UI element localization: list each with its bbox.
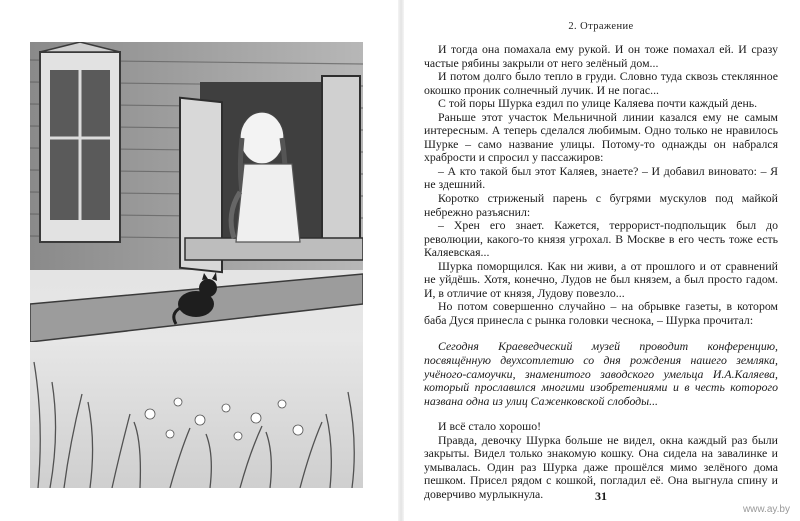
paragraph: Шурка поморщился. Как ни живи, а от прошлого и от сравнений не уйдёшь. Хотя, конечно, Лудов не был князем, а был просто гадом. И, в отличие от князя, Лудову повезло...: [424, 258, 778, 300]
paragraph: Но потом совершенно случайно – на обрывке газеты, в котором баба Дуся принесла с рынка головки чеснока, – Шурка прочитал:: [424, 299, 778, 327]
paragraph: Правда, девочку Шурка больше не видел, окна каждый раз были закрыты. Видел только знакомую кошку. Она сидела на завалинке и умывалась. Один раз Шурка даже прошёлся мимо зелёного дома пешком. Присел рядом с кошкой, погладил её. Она выгнула спину и доверчиво мурлыкнула.: [424, 432, 778, 501]
paragraph: И потом долго было тепло в груди. Словно туда сквозь стеклянное окошко проник солнечный лучик. И не погас...: [424, 69, 778, 97]
paragraph: С той поры Шурка ездил по улице Каляева почти каждый день.: [438, 96, 758, 111]
illustration: [30, 42, 363, 488]
paragraph: И всё стало хорошо!: [438, 419, 542, 434]
paragraph: – Хрен его знает. Кажется, террорист-подпольщик был до революции, какого-то князя угрохал. В Москве в его честь тоже есть Каляевская...: [424, 218, 778, 260]
paragraph: Раньше этот участок Мельничной линии казался ему не самым интересным. А теперь сделался любимым. Одно только не нравилось Шурке – само название улицы. Потому-то однажды он набрался храбрости и спросил у пассажиров:: [424, 109, 778, 165]
paragraph: И тогда она помахала ему рукой. И он тоже помахал ей. И сразу частые рябины закрыли от него зелёный дом...: [424, 42, 778, 70]
page-gutter: [398, 0, 404, 521]
pencil-drawing: [30, 42, 363, 488]
running-head: 2. Отражение: [568, 21, 634, 32]
paragraph: – А кто такой был этот Каляев, знаете? – И добавил виновато: – Я не здешний.: [424, 163, 778, 192]
watermark: www.ay.by: [742, 504, 790, 515]
page-number: 31: [595, 489, 607, 503]
newspaper-quote: Сегодня Краеведческий музей проводит конференцию, посвящённую двухсотлетию со дня рождения нашего земляка, учёного-самоучки, знаменитого заводского умельца И.А.Каляева, который прославился многими изобретениями и в честь которого названа одна из улиц Саженковской слободы...: [424, 339, 778, 408]
left-window: [40, 42, 120, 242]
paragraph: Коротко стриженый парень с бугрями мускулов под майкой небрежно разъяснил:: [424, 191, 778, 219]
text-block: [424, 43, 778, 502]
